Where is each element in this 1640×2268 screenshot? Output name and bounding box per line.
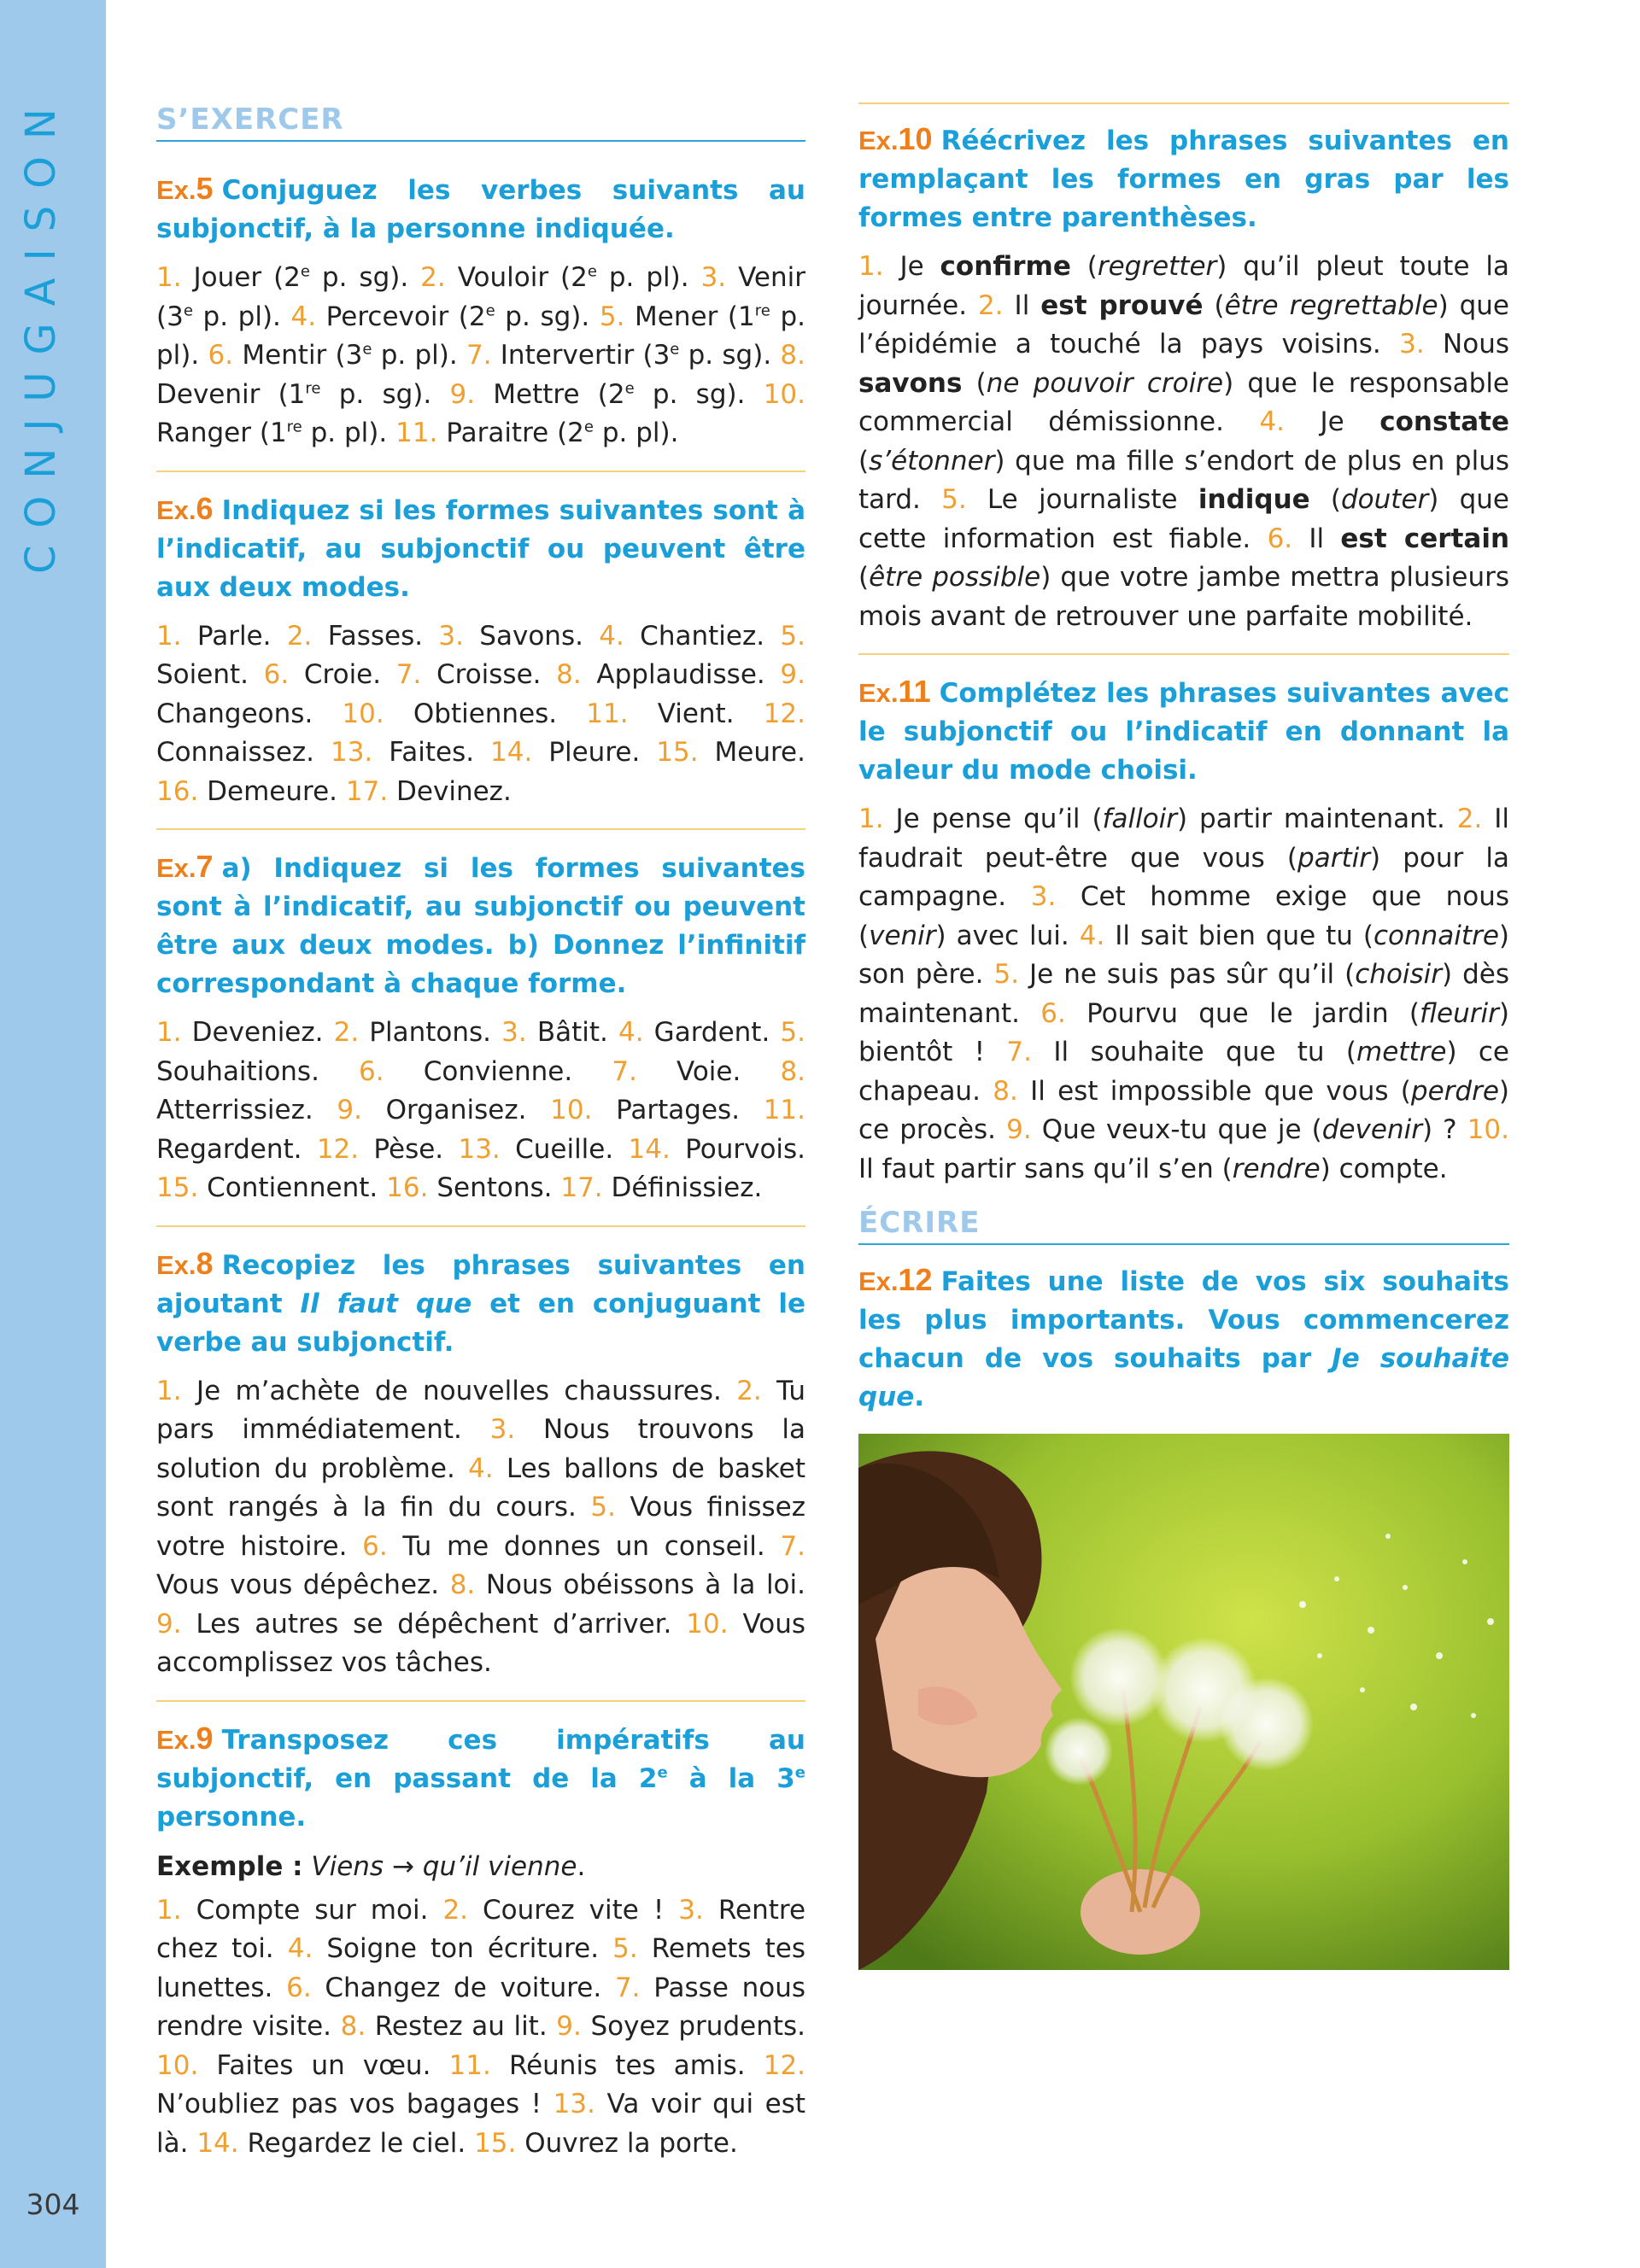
list-item: 7. Vous vous dépêchez. — [156, 1530, 806, 1600]
item-number: 5. — [780, 1017, 805, 1048]
list-item: 11. Paraitre (2e p. pl). — [395, 418, 679, 448]
exercise-6-items — [156, 617, 805, 812]
section-heading-sexercer: S’EXERCER — [156, 102, 805, 142]
list-item: 16. Sentons. — [386, 1172, 553, 1203]
list-item: 2. Fasses. — [286, 620, 424, 652]
item-number: 4. — [468, 1453, 494, 1484]
list-item: 4. Il sait bien que tu (connaitre) son père. — [858, 920, 1509, 990]
item-number: 17. — [345, 775, 389, 807]
item-number: 2. — [333, 1017, 360, 1048]
chapter-title: CONJUGAISON — [17, 91, 65, 575]
list-item: 8. Applaudisse. — [556, 659, 765, 690]
left-column — [156, 102, 805, 2180]
item-number: 7. — [466, 340, 492, 371]
item-number: 8. — [780, 1055, 806, 1087]
item-number: 4. — [618, 1017, 644, 1048]
list-item: 9. Soyez prudents. — [556, 2011, 805, 2042]
exercise-tag: Ex.6 — [156, 490, 214, 526]
list-item: 2. Il est prouvé (être regrettable) que l’épidémie a touché la pays voisins. — [858, 289, 1509, 359]
item-number: 3. — [700, 262, 727, 293]
item-number: 5. — [993, 959, 1020, 990]
exercise-tag: Ex.11 — [858, 674, 931, 709]
item-number: 6. — [1267, 523, 1293, 554]
item-number: 7. — [780, 1530, 806, 1562]
item-number: 6. — [359, 1055, 384, 1087]
item-number: 17. — [560, 1172, 603, 1203]
exercise-7-items — [156, 1014, 805, 1208]
item-number: 2. — [978, 289, 1004, 321]
item-number: 3. — [438, 620, 464, 652]
list-item: 1. Compte sur moi. — [156, 1894, 429, 1926]
list-item: 4. Chantiez. — [599, 620, 765, 652]
exercise-6 — [156, 471, 805, 812]
list-item: 16. Demeure. — [156, 775, 338, 807]
exercise-tag: Ex.9 — [156, 1720, 214, 1756]
item-number: 14. — [196, 2127, 239, 2159]
list-item: 9. Organisez. — [337, 1095, 527, 1125]
exercise-tag: Ex.12 — [858, 1262, 933, 1297]
list-item: 9. Que veux-tu que je (devenir) ? — [1006, 1114, 1457, 1145]
item-number: 6. — [362, 1530, 388, 1562]
item-number: 7. — [614, 1972, 641, 2003]
list-item: 10. Partages. — [550, 1095, 741, 1125]
list-item: 1. Parle. — [156, 620, 272, 652]
list-item: 12. N’oubliez pas vos bagages ! — [156, 2049, 806, 2119]
exercise-7-instruction: Ex.7 a) Indiquez si les formes suivantes sont à l’indicatif, au subjonctif ou peuvent être aux deux modes. b) Donnez l’infinitif correspondant à chaque forme. — [156, 849, 805, 999]
item-number: 12. — [763, 698, 806, 729]
exercise-9-instruction: Ex.9 Transposez ces impératifs au subjonctif, en passant de la 2e à la 3e personne. — [156, 1720, 805, 1833]
item-number: 13. — [330, 737, 373, 768]
item-number: 8. — [340, 2011, 366, 2042]
exercise-9-example: Exemple : Viens → qu’il vienne. — [156, 1850, 586, 1882]
list-item: 6. Mentir (3e p. pl). — [208, 340, 458, 371]
item-number: 2. — [736, 1375, 762, 1406]
item-number: 11. — [586, 698, 629, 729]
exercise-9-items — [156, 1891, 805, 2164]
item-number: 11. — [448, 2049, 491, 2081]
list-item: 6. Changez de voiture. — [286, 1972, 602, 2003]
item-number: 3. — [489, 1414, 516, 1445]
item-number: 4. — [599, 620, 624, 652]
list-item: 2. Vouloir (2e p. pl). — [420, 262, 689, 293]
list-item: 12. Pèse. — [316, 1133, 444, 1165]
list-item: 1. Je m’achète de nouvelles chaussures. — [156, 1375, 722, 1406]
exercise-11-items — [858, 800, 1509, 1189]
list-item: 3. Bâtit. — [501, 1017, 608, 1048]
list-item: 17. Devinez. — [345, 775, 512, 807]
item-number: 15. — [656, 737, 699, 768]
item-number: 3. — [1399, 329, 1425, 359]
arrow-icon: → — [391, 1850, 414, 1882]
exercise-8-items — [156, 1372, 805, 1683]
list-item: 8. Restez au lit. — [340, 2011, 548, 2042]
item-number: 15. — [474, 2127, 517, 2159]
list-item: 4. Gardent. — [618, 1017, 770, 1048]
item-number: 10. — [342, 698, 384, 729]
exercise-10-items — [858, 248, 1509, 636]
list-item: 7. Croisse. — [395, 659, 542, 690]
list-item: 12. Connaissez. — [156, 698, 806, 768]
item-number: 3. — [678, 1894, 704, 1926]
item-number: 9. — [449, 378, 476, 410]
list-item: 2. Tu pars immédiatement. — [156, 1375, 806, 1445]
item-number: 15. — [156, 1172, 199, 1203]
item-number: 12. — [763, 2049, 806, 2081]
item-number: 14. — [628, 1133, 671, 1165]
list-item: 3. Venir (3e p. pl). — [156, 262, 805, 332]
exercise-11 — [858, 653, 1509, 1189]
list-item: 4. Percevoir (2e p. sg). — [290, 301, 590, 332]
item-number: 4. — [290, 301, 317, 332]
list-item: 5. Remets tes lunettes. — [156, 1933, 805, 2003]
exercise-8 — [156, 1225, 805, 1683]
item-number: 16. — [156, 775, 199, 807]
list-item: 3. Cet homme exige que nous (venir) avec lui. — [858, 881, 1509, 951]
exercise-10-instruction: Ex.10 Réécrivez les phrases suivantes en remplaçant les formes en gras par les formes entre parenthèses. — [858, 121, 1509, 233]
item-number: 12. — [316, 1133, 360, 1165]
item-number: 4. — [1079, 920, 1105, 951]
item-number: 5. — [599, 301, 625, 332]
list-item: 2. Il faudrait peut-être que vous (partir) pour la campagne. — [858, 804, 1510, 912]
exercise-5-instruction: Ex.5 Conjuguez les verbes suivants au subjonctif, à la personne indiquée. — [156, 171, 805, 244]
list-item: 14. Regardez le ciel. — [196, 2127, 466, 2159]
item-number: 1. — [156, 620, 182, 652]
item-number: 10. — [1467, 1114, 1509, 1145]
exercise-tag: Ex.8 — [156, 1245, 214, 1281]
item-number: 1. — [156, 1375, 182, 1406]
list-item: 2. Courez vite ! — [442, 1894, 665, 1926]
item-number: 7. — [612, 1055, 637, 1087]
list-item: 15. Contiennent. — [156, 1172, 378, 1203]
list-item: 6. Pourvu que le jardin (fleurir) bientôt ! — [858, 997, 1509, 1067]
item-number: 4. — [287, 1933, 313, 1964]
list-item: 3. Savons. — [438, 620, 583, 652]
list-item: 7. Intervertir (3e p. sg). — [466, 340, 772, 371]
list-item: 1. Deveniez. — [156, 1017, 324, 1048]
exercise-12 — [858, 1260, 1509, 1417]
item-number: 3. — [501, 1017, 527, 1048]
item-number: 6. — [286, 1972, 312, 2003]
item-number: 5. — [780, 620, 805, 652]
item-number: 11. — [763, 1095, 806, 1125]
item-number: 16. — [386, 1172, 429, 1203]
item-number: 2. — [420, 262, 446, 293]
list-item: 1. Je pense qu’il (falloir) partir maintenant. — [858, 804, 1445, 834]
list-item: 13. Va voir qui est là. — [156, 2089, 805, 2159]
list-item: 3. Nous savons (ne pouvoir croire) que le responsable commercial démissionne. — [858, 329, 1510, 437]
list-item: 11. Vient. — [586, 698, 735, 729]
list-item: 15. Meure. — [656, 737, 805, 768]
item-number: 1. — [156, 1894, 182, 1926]
list-item: 11. Réunis tes amis. — [448, 2049, 746, 2081]
exercise-6-instruction: Ex.6 Indiquez si les formes suivantes sont à l’indicatif, au subjonctif ou peuvent être aux deux modes. — [156, 490, 805, 603]
list-item: 5. Le journaliste indique (douter) que cette information est fiable. — [858, 484, 1509, 554]
exercise-5 — [156, 157, 805, 453]
list-item: 17. Définissiez. — [560, 1172, 763, 1203]
list-item: 10. Ranger (1re p. pl). — [156, 378, 805, 448]
item-number: 14. — [490, 737, 533, 768]
list-item: 6. Il est certain (être possible) que votre jambe mettra plusieurs mois avant de retrouver une parfaite mobilité. — [858, 523, 1510, 632]
dandelion-puff — [1045, 1717, 1113, 1786]
list-item: 11. Regardent. — [156, 1095, 806, 1165]
list-item: 7. Passe nous rendre visite. — [156, 1972, 806, 2042]
item-number: 2. — [1456, 804, 1483, 834]
list-item: 9. Mettre (2e p. sg). — [449, 378, 746, 410]
item-number: 9. — [780, 659, 805, 690]
item-number: 1. — [858, 251, 884, 282]
item-number: 8. — [780, 340, 805, 371]
dandelion-puff — [1220, 1677, 1314, 1771]
list-item: 13. Cueille. — [458, 1133, 614, 1165]
exercise-tag: Ex.10 — [858, 121, 933, 156]
item-number: 4. — [1259, 406, 1286, 437]
list-item: 6. Croie. — [263, 659, 382, 690]
item-number: 9. — [556, 2011, 582, 2042]
list-item: 4. Je constate (s’étonner) que ma fille s’endort de plus en plus tard. — [858, 406, 1509, 515]
list-item: 14. Pleure. — [490, 737, 641, 768]
list-item: 8. Atterrissiez. — [156, 1055, 806, 1125]
item-number: 9. — [1006, 1114, 1032, 1145]
list-item: 5. Souhaitions. — [156, 1017, 805, 1087]
list-item: 7. Voie. — [612, 1055, 741, 1087]
list-item: 9. Changeons. — [156, 659, 805, 729]
item-number: 6. — [263, 659, 290, 690]
item-number: 1. — [858, 804, 884, 834]
item-number: 1. — [156, 1017, 182, 1048]
exercise-11-instruction: Ex.11 Complétez les phrases suivantes avec le subjonctif ou l’indicatif en donnant la valeur du mode choisi. — [858, 674, 1509, 786]
item-number: 8. — [449, 1569, 476, 1600]
exercise-5-items — [156, 259, 805, 453]
item-number: 7. — [395, 659, 422, 690]
list-item: 5. Mener (1re p. pl). — [156, 301, 805, 371]
item-number: 8. — [993, 1075, 1018, 1107]
list-item: 2. Plantons. — [333, 1017, 492, 1048]
list-item: 3. Rentre chez toi. — [156, 1894, 806, 1964]
item-number: 10. — [763, 378, 805, 410]
list-item: 10. Il faut partir sans qu’il s’en (rendre) compte. — [858, 1114, 1509, 1184]
list-item: 8. Nous obéissons à la loi. — [449, 1569, 805, 1600]
item-number: 2. — [286, 620, 313, 652]
list-item: 13. Faites. — [330, 737, 475, 768]
item-number: 11. — [395, 418, 438, 448]
item-number: 10. — [686, 1608, 729, 1640]
list-item: 5. Vous finissez votre histoire. — [156, 1492, 805, 1562]
page-number: 304 — [26, 2188, 80, 2221]
list-item: 14. Pourvois. — [628, 1133, 806, 1165]
item-number: 5. — [612, 1933, 638, 1964]
list-item: 10. Vous accomplissez vos tâches. — [156, 1608, 806, 1678]
list-item: 1. Je confirme (regretter) qu’il pleut toute la journée. — [858, 251, 1509, 321]
item-number: 3. — [1030, 881, 1057, 912]
list-item: 8. Il est impossible que vous (perdre) ce procès. — [858, 1075, 1510, 1145]
item-number: 5. — [590, 1492, 616, 1523]
item-number: 6. — [1040, 997, 1066, 1029]
item-number: 13. — [458, 1133, 501, 1165]
item-number: 8. — [556, 659, 582, 690]
item-number: 7. — [1006, 1037, 1032, 1067]
list-item: 6. Convienne. — [359, 1055, 573, 1087]
list-item: 6. Tu me donnes un conseil. — [362, 1530, 765, 1562]
exercise-9 — [156, 1700, 805, 2164]
exercise-tag: Ex.7 — [156, 849, 214, 884]
exercise-12-instruction: Ex.12 Faites une liste de vos six souhaits les plus importants. Vous commencerez chacun de vos souhaits par Je souhaite que. — [858, 1262, 1509, 1412]
item-number: 2. — [442, 1894, 469, 1926]
item-number: 10. — [550, 1095, 593, 1125]
item-number: 1. — [156, 262, 182, 293]
list-item: 8. Devenir (1re p. sg). — [156, 340, 805, 410]
exercise-tag: Ex.5 — [156, 171, 214, 206]
list-item: 3. Nous trouvons la solution du problème. — [156, 1414, 805, 1484]
list-item: 10. Faites un vœu. — [156, 2049, 431, 2081]
item-number: 9. — [156, 1608, 182, 1640]
list-item: 1. Jouer (2e p. sg). — [156, 262, 409, 293]
list-item: 5. Soient. — [156, 620, 805, 690]
list-item: 5. Je ne suis pas sûr qu’il (choisir) dès maintenant. — [858, 959, 1510, 1029]
right-column — [858, 102, 1509, 1970]
exercise-7 — [156, 828, 805, 1208]
item-number: 6. — [208, 340, 234, 371]
list-item: 9. Les autres se dépêchent d’arriver. — [156, 1608, 672, 1640]
item-number: 10. — [156, 2049, 199, 2081]
list-item: 15. Ouvrez la porte. — [474, 2127, 738, 2159]
list-item: 4. Les ballons de basket sont rangés à la fin du cours. — [156, 1453, 805, 1523]
list-item: 10. Obtiennes. — [342, 698, 558, 729]
list-item: 7. Il souhaite que tu (mettre) ce chapeau. — [858, 1037, 1509, 1107]
item-number: 9. — [337, 1095, 362, 1125]
item-number: 13. — [553, 2089, 595, 2119]
exercise-10 — [858, 102, 1509, 636]
exercise-8-instruction: Ex.8 Recopiez les phrases suivantes en ajoutant Il faut que et en conjuguant le verbe au subjonctif. — [156, 1245, 805, 1358]
list-item: 4. Soigne ton écriture. — [287, 1933, 600, 1964]
item-number: 5. — [941, 484, 967, 515]
photo-child-blowing-dandelions — [858, 1434, 1509, 1970]
section-heading-ecrire: ÉCRIRE — [858, 1206, 1509, 1245]
